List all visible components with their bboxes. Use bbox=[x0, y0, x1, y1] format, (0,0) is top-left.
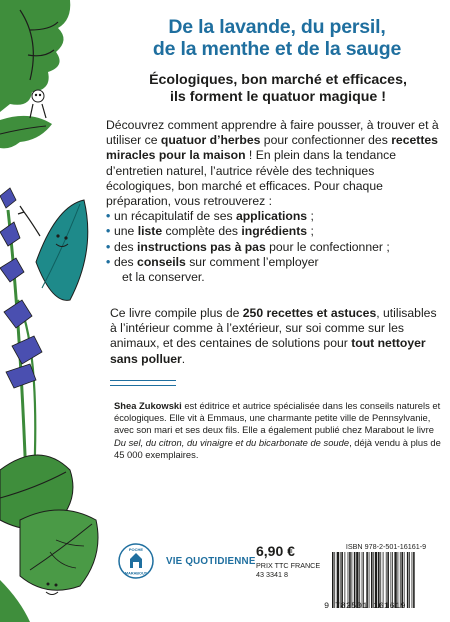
subtitle-line-2: ils forment le quatuor magique ! bbox=[170, 89, 386, 105]
description-block bbox=[106, 118, 446, 285]
sage-leaf-character bbox=[18, 200, 88, 300]
separator-line bbox=[110, 380, 176, 381]
summary-paragraph: Ce livre compile plus de 250 recettes et astuces, utilisables à l’intérieur comme à l’extérieur, sur soi comme sur les animaux, et des centaines de solutions pour tout nettoyer sans polluer. bbox=[110, 306, 437, 366]
parsley-leaves-top bbox=[0, 0, 70, 148]
separator-line bbox=[110, 385, 176, 386]
cover-subtitle bbox=[110, 72, 446, 106]
list-item: • un récapitulatif de ses applications ; bbox=[106, 209, 446, 224]
author-bio: Shea Zukowski est éditrice et autrice spécialisée dans les conseils naturels et écologiques. Elle vit à Emmaus, une charmante petite ville de Pennsylvanie, avec son mari et ses deux fils. Elle a également publié chez Marabout le livre Du sel, du citron, du vinaigre et du bicarbonate de soude, déjà vendu à plus de 45 000 exemplaires. bbox=[114, 400, 441, 460]
barcode bbox=[330, 552, 442, 608]
mint-leaves-bottom bbox=[0, 455, 98, 622]
barcode-number: 9 782501 161619 bbox=[324, 601, 406, 611]
lavender-sprig bbox=[0, 188, 42, 480]
subtitle-line-1: Écologiques, bon marché et efficaces, bbox=[149, 72, 407, 88]
intro-paragraph: Découvrez comment apprendre à faire pousser, à trouver et à utiliser ce quatuor d’herbes pour confectionner des recettes miracles pour la maison ! En plein dans la tendance d’entretien naturel, l’autrice révèle des techniques écologiques, bon marché et efficaces. Pour chaque préparation, vous retrouverez : bbox=[106, 118, 439, 209]
svg-text:POCHE: POCHE bbox=[128, 547, 144, 552]
svg-text:MARABOUT: MARABOUT bbox=[124, 571, 148, 576]
price: 6,90 € bbox=[256, 543, 295, 559]
price-details: PRIX TTC FRANCE 43 3341 8 bbox=[256, 561, 321, 579]
features-list bbox=[106, 209, 446, 285]
isbn-label: ISBN 978-2-501-16161-9 bbox=[345, 542, 427, 551]
collection-label: VIE QUOTIDIENNE bbox=[166, 556, 256, 567]
herbs-illustration bbox=[0, 0, 110, 622]
list-item: • des instructions pas à pas pour le confectionner ; bbox=[106, 240, 446, 255]
list-item: • des conseils sur comment l’employer et la conserver. bbox=[106, 255, 446, 285]
title-line-2: de la menthe et de la sauge bbox=[152, 38, 402, 60]
title-line-1: De la lavande, du persil, bbox=[168, 16, 386, 38]
cover-title bbox=[108, 16, 446, 60]
list-item: • une liste complète des ingrédients ; bbox=[106, 224, 446, 239]
poche-marabout-logo bbox=[118, 543, 154, 579]
